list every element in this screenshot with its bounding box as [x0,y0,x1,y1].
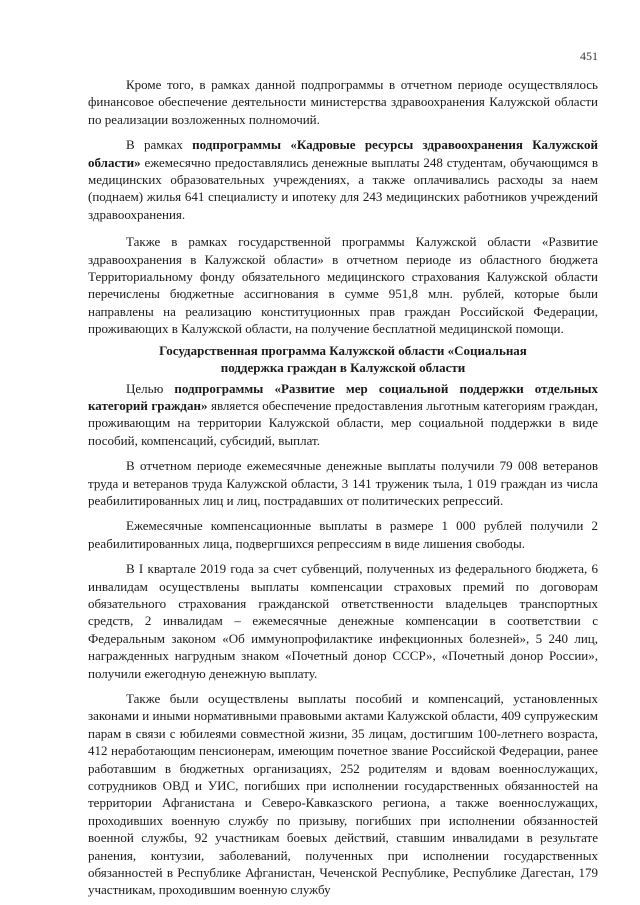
paragraph-text: Кроме того, в рамках данной подпрограммы в отчетном периоде осуществлялось финансовое обеспечение деятельности министерства здравоохранения Калужской области по реализации возложенных полномочий. [88,77,598,127]
subprogram-name: подпрограммы «Развитие мер социальной поддержки отдельных категорий граждан» [88,380,599,413]
paragraph-personnel-resources [88,136,598,223]
paragraph-text: Ежемесячные компенсационные выплаты в размере 1 000 рублей получили 2 реабилитированных лица, подвергшихся репрессиям в виде лишения свободы. [88,518,598,551]
paragraph-text: является обеспечение предоставления льготным категориям граждан, проживающим на территории Калужской области, мер социальной поддержки в виде пособий, компенсаций, субсидий, выплат. [88,397,598,448]
paragraph-text: В отчетном периоде ежемесячные денежные выплаты получили 79 008 ветеранов труда и ветеранов труда Калужской области, 3 141 труженик тыла, 1 019 граждан из числа реабилитированных лиц и лиц, пострадавших от политических репрессий. [88,458,598,508]
subprogram-name: подпрограммы «Кадровые ресурсы здравоохранения Калужской области» [88,137,598,170]
paragraph-compensation [88,517,598,552]
paragraph-text: Также были осуществлены выплаты пособий и компенсаций, установленных законами и иными нормативными правовыми актами Калужской области, 409 супружеским парам в связи с юбилеями совместной жизни, 35 лицам, достигшим 100-летнего возраста, 412 неработающим пенсионерам, имеющим почетное звание Российской Федерации, ранее работавшим в бюджетных организациях, 252 родителям и вдовам военнослужащих, сотрудников ОВД и УИС, погибших при исполнении государственных обязанностей на территории Афганистана и Северо-Кавказского региона, а также военнослужащих, проходивших военную службу по призыву, погибших при исполнении обязанностей военной службы, 92 участникам боевых действий, ставшим инвалидами в результате ранения, контузии, заболеваний, полученных при исполнении государственных обязанностей в Республике Афганистан, Чеченской Республике, Республике Дагестан, 179 участникам, проходившим военную службу [88,691,598,898]
paragraph-monthly-payments [88,457,598,509]
paragraph-text: Также в рамках государственной программы Калужской области «Развитие здравоохранения в Калужской области» в отчетном периоде из областного бюджета Территориальному фонду обязательного медицинского страхования Калужской области перечислены бюджетные ассигнования в сумме 951,8 млн. рублей, которые были направлены на реализацию конституционных прав граждан Российской Федерации, проживающих в Калужской области, на получение бесплатной медицинской помощи. [88,234,598,337]
paragraph-benefits [88,690,598,899]
paragraph-text: ежемесячно предоставлялись денежные выплаты 248 студентам, обучающимся в медицинских образовательных учреждениях, а также оплачивались расходы за наем (поднаем) жилья 641 специалисту и ипотеку для 243 медицинских работников учреждений здравоохранения. [88,154,598,222]
paragraph-financing [88,76,598,128]
section-heading: Государственная программа Калужской области «Социальная поддержка граждан в Калужской области [159,342,527,376]
paragraph-text: Целью [126,380,175,396]
document-body [88,76,598,899]
paragraph-goal [88,380,598,450]
paragraph-subventions [88,560,598,682]
paragraph-health-program [88,233,598,337]
paragraph-text: В рамках [126,137,193,153]
page-number: 451 [580,49,598,63]
paragraph-text: В I квартале 2019 года за счет субвенций, полученных из федерального бюджета, 6 инвалидам осуществлены выплаты компенсации страховых премий по договорам обязательного страхования гражданской ответственности владельцев транспортных средств, 2 инвалидам – ежемесячные денежные компенсации в соответствии с Федеральным законом «Об иммунопрофилактике инфекционных болезней», 5 240 лиц, награжденных нагрудным знаком «Почетный донор СССР», «Почетный донор России», получили ежегодную денежную выплату. [88,561,598,681]
